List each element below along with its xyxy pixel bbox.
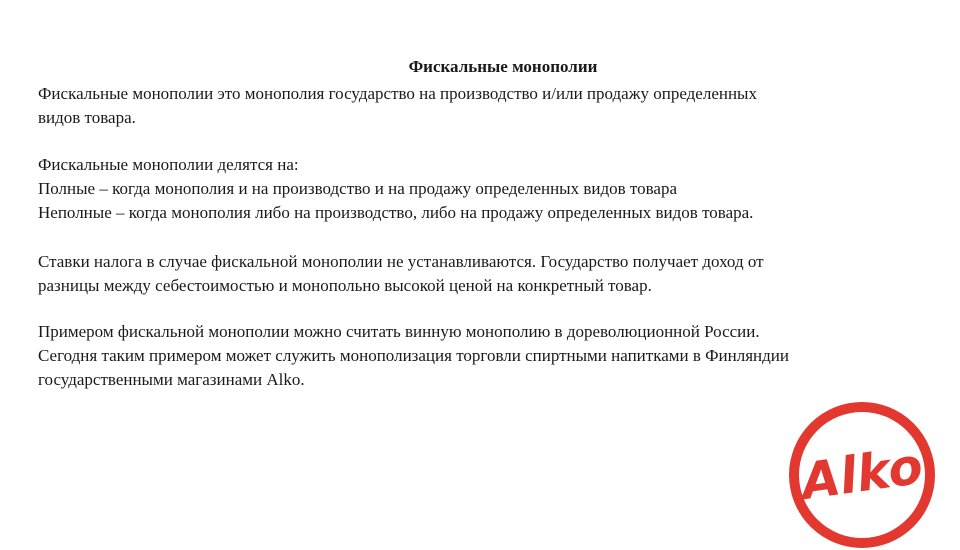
text-line: видов товара. (38, 108, 136, 127)
types-paragraph (38, 153, 938, 225)
text-line: Неполные – когда монополия либо на производство, либо на продажу определенных видов товара. (38, 203, 754, 222)
text-line: Ставки налога в случае фискальной монополии не устанавливаются. Государство получает доход от (38, 252, 764, 271)
text-line: разницы между себестоимостью и монопольно высокой ценой на конкретный товар. (38, 276, 652, 295)
text-line: государственными магазинами Alko. (38, 370, 305, 389)
text-line: Сегодня таким примером может служить монополизация торговли спиртными напитками в Финляндии (38, 346, 789, 365)
text-line: Полные – когда монополия и на производство и на продажу определенных видов товара (38, 179, 678, 198)
alko-logo (787, 400, 937, 550)
text-line: Фискальные монополии это монополия государство на производство и/или продажу определенных (38, 84, 757, 103)
text-line: Примером фискальной монополии можно считать винную монополию в дореволюционной России. (38, 322, 760, 341)
logo-text: Alko (797, 436, 927, 512)
text-line: Фискальные монополии делятся на: (38, 155, 299, 174)
tax-paragraph (38, 250, 938, 298)
example-paragraph (38, 320, 938, 392)
page-title: Фискальные монополии (408, 57, 598, 76)
definition-paragraph (38, 82, 938, 130)
